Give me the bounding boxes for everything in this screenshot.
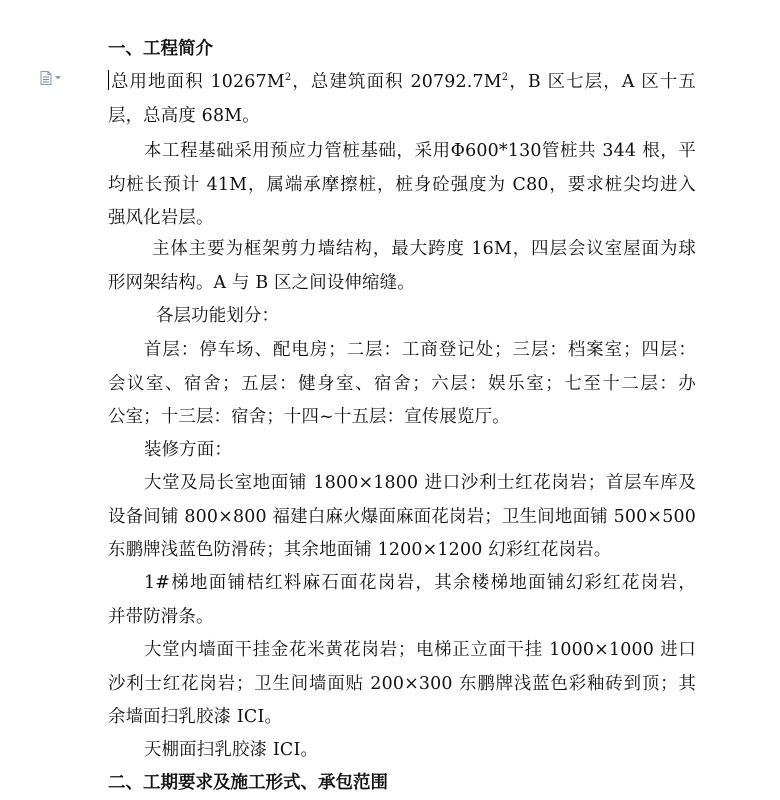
paragraph-floor-finishes (108, 467, 696, 501)
text-line: 1#梯地面铺桔红料麻石面花岗岩，其余楼梯地面铺幻彩红花岗岩， (144, 573, 696, 593)
text-line: 首层：停车场、配电房；二层：工商登记处；三层：档案室；四层： (144, 340, 696, 360)
text-line: 东鹏牌浅蓝色防滑砖；其余地面铺 1200×1200 幻彩红花岗岩。 (108, 540, 612, 561)
text-line: 余墙面扫乳胶漆 ICI。 (108, 707, 283, 728)
text-line: 层，总高度 68M。 (108, 105, 260, 126)
paragraph-floor-functions-cont (108, 368, 696, 435)
paragraph-foundation-cont (108, 169, 696, 236)
paragraph-stair-finishes (108, 567, 696, 601)
paragraph-site-area (108, 66, 696, 133)
text-span: ，B 区七层，A 区十五 (508, 72, 697, 92)
paragraph-stair-finishes-cont (108, 601, 696, 635)
paragraph-floor-finishes-cont (108, 501, 696, 568)
text-line: 会议室、宿舍；五层：健身室、宿舍；六层：娱乐室；七至十二层：办 (108, 373, 696, 394)
text-line: 各层功能划分： (156, 306, 280, 326)
text-line: 大堂内墙面干挂金花米黄花岗岩；电梯正立面干挂 1000×1000 进口 (144, 640, 696, 660)
text-cursor (108, 70, 109, 90)
section-heading-2: 二、工期要求及施工形式、承包范围 (108, 773, 388, 793)
text-line: 公室；十三层：宿舍；十四~十五层：宣传展览厅。 (108, 407, 510, 428)
paragraph-structure-cont (108, 267, 696, 301)
text-span: 总用地面积 10267M (110, 72, 285, 92)
paragraph-floor-functions-label (108, 300, 696, 334)
superscript: 2 (501, 72, 509, 84)
paragraph-foundation (108, 135, 696, 169)
text-line: 并带防滑条。 (108, 606, 214, 627)
text-line: 沙利士红花岗岩；卫生间墙面贴 200×300 东鹏牌浅蓝色彩釉砖到顶；其 (108, 673, 696, 694)
section-heading-1: 一、工程简介 (108, 39, 213, 59)
chevron-down-icon (55, 76, 61, 80)
text-line: 均桩长预计 41M，属端承摩擦桩，桩身砼强度为 C80，要求桩尖均进入 (108, 174, 696, 195)
paragraph-decoration-label (108, 434, 696, 468)
document-options-icon (40, 71, 52, 85)
text-line: 装修方面： (144, 440, 232, 460)
paragraph-wall-finishes-cont (108, 668, 696, 735)
paragraph-wall-finishes (108, 634, 696, 668)
paragraph-ceiling-finishes (108, 734, 696, 768)
document-options-button[interactable] (40, 70, 66, 86)
text-line: 强风化岩层。 (108, 208, 214, 229)
text-line: 形网架结构。A 与 B 区之间设伸缩缝。 (108, 272, 415, 293)
text-line: 天棚面扫乳胶漆 ICI。 (144, 740, 319, 760)
text-line: 主体主要为框架剪力墙结构，最大跨度 16M，四层会议室屋面为球 (152, 239, 696, 259)
paragraph-structure (108, 233, 696, 267)
text-span: ，总建筑面积 20792.7M (291, 72, 502, 92)
text-line: 本工程基础采用预应力管桩基础，采用Φ600*130管桩共 344 根，平 (144, 141, 696, 161)
text-line: 设备间铺 800×800 福建白麻火爆面麻面花岗岩；卫生间地面铺 500×500 (108, 506, 696, 527)
text-line: 大堂及局长室地面铺 1800×1800 进口沙利士红花岗岩；首层车库及 (144, 473, 696, 493)
paragraph-floor-functions (108, 334, 696, 368)
superscript: 2 (284, 72, 292, 84)
